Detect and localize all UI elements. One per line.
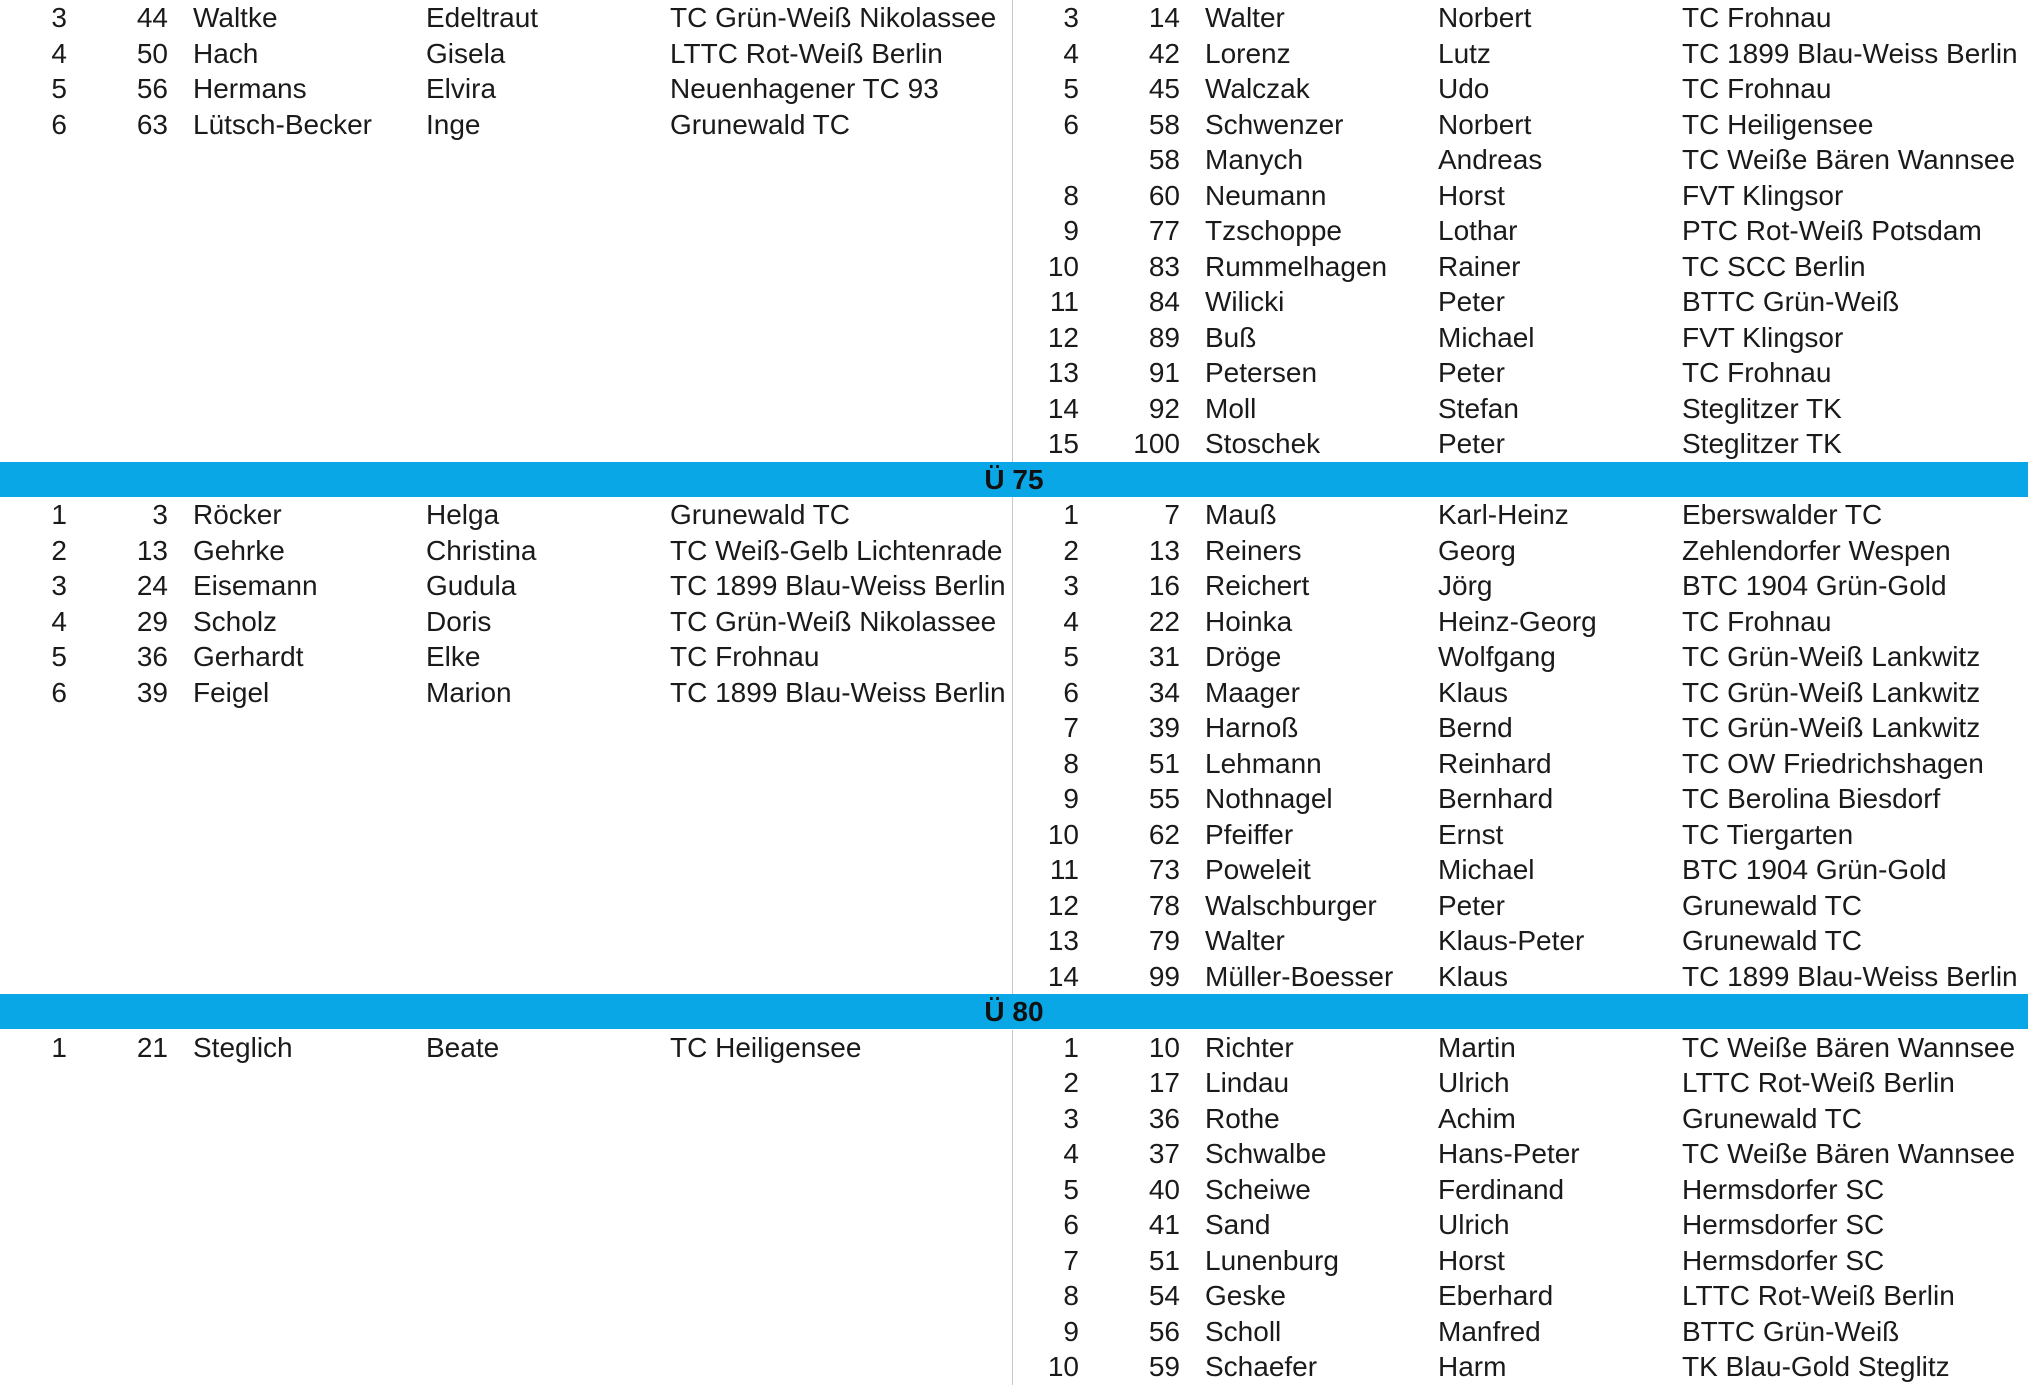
age-group-header: Ü 75: [0, 462, 2028, 497]
ranking-points-cell: 60: [1148, 179, 1180, 211]
rank-cell: 3: [1063, 1102, 1079, 1134]
first-name-cell: Norbert: [1438, 108, 1532, 140]
club-cell: TC Frohnau: [1682, 357, 1832, 388]
first-name-cell: Elke: [426, 641, 481, 672]
ranking-points-cell: 22: [1148, 605, 1180, 637]
right-table-row: [0, 71, 2028, 106]
right-table-row: [0, 391, 2028, 426]
first-name-cell: Gisela: [426, 37, 506, 69]
rank-cell: 10: [1047, 250, 1079, 282]
ranking-points-cell: 3: [152, 499, 168, 530]
first-name-cell: Ernst: [1438, 818, 1504, 850]
ranking-points-cell: 84: [1148, 286, 1180, 317]
first-name-cell: Rainer: [1438, 250, 1521, 282]
right-table-row: [0, 639, 2028, 674]
club-cell: Grunewald TC: [1682, 889, 1863, 921]
last-name-cell: Feigel: [193, 676, 270, 708]
right-table-row: [0, 1314, 2028, 1349]
ranking-points-cell: 24: [136, 570, 168, 601]
rank-cell: 6: [1063, 676, 1079, 708]
last-name-cell: Manych: [1205, 144, 1304, 175]
ranking-points-cell: 56: [136, 73, 168, 104]
right-table-row: [0, 568, 2028, 603]
rank-cell: 6: [1063, 1209, 1079, 1240]
club-cell: TC Grün-Weiß Lankwitz: [1682, 641, 1981, 672]
last-name-cell: Geske: [1205, 1280, 1286, 1311]
last-name-cell: Schaefer: [1205, 1351, 1318, 1382]
club-cell: TC Grün-Weiß Lankwitz: [1682, 712, 1981, 743]
last-name-cell: Sand: [1205, 1209, 1271, 1240]
first-name-cell: Ulrich: [1438, 1067, 1510, 1098]
ranking-points-cell: 14: [1148, 2, 1180, 33]
rank-cell: 2: [51, 534, 67, 566]
ranking-points-cell: 41: [1148, 1209, 1180, 1240]
right-table-row: [0, 852, 2028, 887]
ranking-points-cell: 56: [1148, 1315, 1180, 1347]
first-name-cell: Peter: [1438, 889, 1505, 921]
last-name-cell: Reichert: [1205, 570, 1310, 601]
last-name-cell: Nothnagel: [1205, 783, 1333, 814]
right-table-row: [0, 1065, 2028, 1100]
ranking-points-cell: 73: [1148, 854, 1180, 885]
right-table-row: [0, 1172, 2028, 1207]
first-name-cell: Heinz-Georg: [1438, 605, 1597, 637]
club-cell: TC Heiligensee: [670, 1031, 862, 1063]
first-name-cell: Beate: [426, 1031, 500, 1063]
first-name-cell: Reinhard: [1438, 747, 1552, 779]
first-name-cell: Harm: [1438, 1351, 1507, 1382]
last-name-cell: Scholl: [1205, 1315, 1282, 1347]
ranking-points-cell: 29: [136, 605, 168, 637]
club-cell: TC 1899 Blau-Weiss Berlin: [1682, 960, 2018, 992]
club-cell: TC SCC Berlin: [1682, 250, 1866, 282]
right-table-row: [0, 923, 2028, 958]
first-name-cell: Christina: [426, 534, 537, 566]
first-name-cell: Horst: [1438, 1244, 1505, 1276]
last-name-cell: Lehmann: [1205, 747, 1322, 779]
ranking-points-cell: 7: [1164, 499, 1180, 530]
last-name-cell: Scholz: [193, 605, 278, 637]
last-name-cell: Hach: [193, 37, 259, 69]
club-cell: TC Berolina Biesdorf: [1682, 783, 1941, 814]
last-name-cell: Neumann: [1205, 179, 1327, 211]
rank-cell: 5: [51, 641, 67, 672]
first-name-cell: Andreas: [1438, 144, 1543, 175]
right-table-row: [0, 213, 2028, 248]
ranking-points-cell: 34: [1148, 676, 1180, 708]
last-name-cell: Harnoß: [1205, 712, 1299, 743]
rank-cell: 7: [1063, 1244, 1079, 1276]
club-cell: Grunewald TC: [670, 108, 851, 140]
club-cell: TC Weiß-Gelb Lichtenrade: [670, 534, 1003, 566]
club-cell: BTTC Grün-Weiß: [1682, 1315, 1900, 1347]
club-cell: TC 1899 Blau-Weiss Berlin: [670, 570, 1006, 601]
club-cell: LTTC Rot-Weiß Berlin: [1682, 1280, 1955, 1311]
club-cell: TC Frohnau: [1682, 605, 1832, 637]
last-name-cell: Pfeiffer: [1205, 818, 1294, 850]
club-cell: Grunewald TC: [1682, 925, 1863, 956]
club-cell: Neuenhagener TC 93: [670, 73, 939, 104]
last-name-cell: Rothe: [1205, 1102, 1280, 1134]
ranking-points-cell: 54: [1148, 1280, 1180, 1311]
club-cell: TC Weiße Bären Wannsee: [1682, 1138, 2016, 1169]
ranking-points-cell: 39: [1148, 712, 1180, 743]
right-table-row: [0, 178, 2028, 213]
right-table-row: [0, 1243, 2028, 1278]
rank-cell: 11: [1049, 854, 1079, 885]
rank-cell: 6: [51, 676, 67, 708]
rank-cell: 14: [1047, 960, 1079, 992]
club-cell: TC Grün-Weiß Nikolassee: [670, 605, 997, 637]
first-name-cell: Lutz: [1438, 37, 1491, 69]
last-name-cell: Waltke: [193, 2, 278, 33]
first-name-cell: Ulrich: [1438, 1209, 1510, 1240]
ranking-points-cell: 55: [1148, 783, 1180, 814]
ranking-points-cell: 59: [1148, 1351, 1180, 1382]
first-name-cell: Bernd: [1438, 712, 1513, 743]
right-table-row: [0, 888, 2028, 923]
last-name-cell: Walczak: [1205, 73, 1310, 104]
right-table-row: [0, 426, 2028, 461]
club-cell: TC Heiligensee: [1682, 108, 1874, 140]
ranking-points-cell: 17: [1148, 1067, 1180, 1098]
club-cell: BTC 1904 Grün-Gold: [1682, 570, 1947, 601]
right-table-row: [0, 36, 2028, 71]
rank-cell: 8: [1063, 747, 1079, 779]
rank-cell: 6: [1063, 108, 1079, 140]
rank-cell: 9: [1063, 783, 1079, 814]
ranking-points-cell: 78: [1148, 889, 1180, 921]
ranking-points-cell: 51: [1148, 1244, 1180, 1276]
first-name-cell: Stefan: [1438, 392, 1519, 424]
right-table-row: [0, 284, 2028, 319]
ranking-points-cell: 99: [1148, 960, 1180, 992]
last-name-cell: Stoschek: [1205, 428, 1321, 459]
rank-cell: 10: [1047, 818, 1079, 850]
last-name-cell: Gehrke: [193, 534, 285, 566]
right-table-row: [0, 817, 2028, 852]
ranking-points-cell: 51: [1148, 747, 1180, 779]
club-cell: Grunewald TC: [1682, 1102, 1863, 1134]
right-table-row: [0, 249, 2028, 284]
ranking-points-cell: 36: [1148, 1102, 1180, 1134]
club-cell: TC Frohnau: [1682, 2, 1832, 33]
first-name-cell: Karl-Heinz: [1438, 499, 1569, 530]
first-name-cell: Elvira: [426, 73, 497, 104]
right-table-row: [0, 781, 2028, 816]
rank-cell: 12: [1047, 889, 1079, 921]
first-name-cell: Inge: [426, 108, 481, 140]
rank-cell: 3: [51, 2, 67, 33]
rank-cell: 5: [1063, 641, 1079, 672]
last-name-cell: Schwalbe: [1205, 1138, 1327, 1169]
first-name-cell: Hans-Peter: [1438, 1138, 1580, 1169]
first-name-cell: Klaus: [1438, 960, 1509, 992]
first-name-cell: Peter: [1438, 428, 1505, 459]
club-cell: Grunewald TC: [670, 499, 851, 530]
rank-cell: 3: [51, 570, 67, 601]
last-name-cell: Lütsch-Becker: [193, 108, 372, 140]
last-name-cell: Maager: [1205, 676, 1300, 708]
rank-cell: 14: [1047, 392, 1079, 424]
last-name-cell: Gerhardt: [193, 641, 304, 672]
club-cell: LTTC Rot-Weiß Berlin: [670, 37, 943, 69]
first-name-cell: Horst: [1438, 179, 1505, 211]
first-name-cell: Gudula: [426, 570, 517, 601]
rank-cell: 5: [1063, 73, 1079, 104]
last-name-cell: Rummelhagen: [1205, 250, 1388, 282]
ranking-points-cell: 92: [1148, 392, 1180, 424]
first-name-cell: Bernhard: [1438, 783, 1554, 814]
last-name-cell: Reiners: [1205, 534, 1302, 566]
club-cell: TC OW Friedrichshagen: [1682, 747, 1984, 779]
rank-cell: 11: [1049, 286, 1079, 317]
club-cell: TC 1899 Blau-Weiss Berlin: [670, 676, 1006, 708]
rank-cell: 1: [51, 499, 67, 530]
first-name-cell: Klaus-Peter: [1438, 925, 1585, 956]
ranking-points-cell: 45: [1148, 73, 1180, 104]
rank-cell: 5: [1063, 1173, 1079, 1205]
first-name-cell: Georg: [1438, 534, 1516, 566]
club-cell: PTC Rot-Weiß Potsdam: [1682, 215, 1982, 246]
club-cell: Steglitzer TK: [1682, 392, 1842, 424]
club-cell: TC 1899 Blau-Weiss Berlin: [1682, 37, 2018, 69]
rank-cell: 4: [51, 605, 67, 637]
ranking-points-cell: 62: [1148, 818, 1180, 850]
club-cell: Steglitzer TK: [1682, 428, 1842, 459]
first-name-cell: Wolfgang: [1438, 641, 1556, 672]
rank-cell: 15: [1047, 428, 1079, 459]
ranking-points-cell: 13: [136, 534, 168, 566]
right-table-row: [0, 0, 2028, 35]
rank-cell: 2: [1063, 1067, 1079, 1098]
ranking-points-cell: 36: [136, 641, 168, 672]
club-cell: TC Frohnau: [1682, 73, 1832, 104]
ranking-points-cell: 44: [136, 2, 168, 33]
last-name-cell: Hoinka: [1205, 605, 1293, 637]
rank-cell: 10: [1047, 1351, 1079, 1382]
ranking-points-cell: 16: [1148, 570, 1180, 601]
first-name-cell: Doris: [426, 605, 492, 637]
last-name-cell: Tzschoppe: [1205, 215, 1342, 246]
right-table-row: [0, 320, 2028, 355]
last-name-cell: Buß: [1205, 321, 1257, 353]
last-name-cell: Schwenzer: [1205, 108, 1344, 140]
rank-cell: 1: [1063, 1031, 1079, 1063]
last-name-cell: Walschburger: [1205, 889, 1377, 921]
rank-cell: 12: [1047, 321, 1079, 353]
club-cell: FVT Klingsor: [1682, 321, 1844, 353]
club-cell: TC Grün-Weiß Lankwitz: [1682, 676, 1981, 708]
last-name-cell: Scheiwe: [1205, 1173, 1311, 1205]
rank-cell: 9: [1063, 215, 1079, 246]
ranking-points-cell: 42: [1148, 37, 1180, 69]
ranking-points-cell: 37: [1148, 1138, 1180, 1169]
ranking-points-cell: 40: [1148, 1173, 1180, 1205]
ranking-points-cell: 89: [1148, 321, 1180, 353]
rank-cell: 9: [1063, 1315, 1079, 1347]
last-name-cell: Steglich: [193, 1031, 293, 1063]
rank-cell: 4: [1063, 37, 1079, 69]
last-name-cell: Lunenburg: [1205, 1244, 1339, 1276]
ranking-points-cell: 58: [1148, 144, 1180, 175]
right-table-row: [0, 533, 2028, 568]
ranking-points-cell: 21: [136, 1031, 168, 1063]
club-cell: Hermsdorfer SC: [1682, 1173, 1885, 1205]
last-name-cell: Walter: [1205, 2, 1285, 33]
ranking-points-cell: 63: [136, 108, 168, 140]
ranking-points-cell: 58: [1148, 108, 1180, 140]
club-cell: TC Grün-Weiß Nikolassee: [670, 2, 997, 33]
rank-cell: 8: [1063, 179, 1079, 211]
club-cell: BTTC Grün-Weiß: [1682, 286, 1900, 317]
age-group-header: Ü 80: [0, 994, 2028, 1029]
rank-cell: 13: [1047, 925, 1079, 956]
club-cell: TK Blau-Gold Steglitz: [1682, 1351, 1950, 1382]
club-cell: FVT Klingsor: [1682, 179, 1844, 211]
rank-cell: 3: [1063, 570, 1079, 601]
right-table-row: [0, 675, 2028, 710]
rank-cell: 4: [1063, 1138, 1079, 1169]
first-name-cell: Michael: [1438, 854, 1535, 885]
right-table-row: [0, 142, 2028, 177]
ranking-points-cell: 13: [1148, 534, 1180, 566]
first-name-cell: Achim: [1438, 1102, 1516, 1134]
ranking-points-cell: 83: [1148, 250, 1180, 282]
ranking-points-cell: 39: [136, 676, 168, 708]
first-name-cell: Manfred: [1438, 1315, 1541, 1347]
first-name-cell: Jörg: [1438, 570, 1493, 601]
right-table-row: [0, 1136, 2028, 1171]
ranking-points-cell: 91: [1148, 357, 1180, 388]
right-table-row: [0, 1349, 2028, 1384]
last-name-cell: Richter: [1205, 1031, 1294, 1063]
last-name-cell: Poweleit: [1205, 854, 1311, 885]
last-name-cell: Moll: [1205, 392, 1257, 424]
club-cell: BTC 1904 Grün-Gold: [1682, 854, 1947, 885]
last-name-cell: Eisemann: [193, 570, 318, 601]
last-name-cell: Mauß: [1205, 499, 1277, 530]
first-name-cell: Martin: [1438, 1031, 1516, 1063]
right-table-row: [0, 710, 2028, 745]
rank-cell: 1: [51, 1031, 67, 1063]
rank-cell: 8: [1063, 1280, 1079, 1311]
first-name-cell: Lothar: [1438, 215, 1518, 246]
ranking-points-cell: 10: [1148, 1031, 1180, 1063]
club-cell: TC Tiergarten: [1682, 818, 1854, 850]
rank-cell: 4: [51, 37, 67, 69]
last-name-cell: Walter: [1205, 925, 1285, 956]
rank-cell: 2: [1063, 534, 1079, 566]
last-name-cell: Lorenz: [1205, 37, 1291, 69]
last-name-cell: Dröge: [1205, 641, 1282, 672]
last-name-cell: Petersen: [1205, 357, 1318, 388]
right-table-row: [0, 1101, 2028, 1136]
first-name-cell: Marion: [426, 676, 512, 708]
club-cell: Hermsdorfer SC: [1682, 1209, 1885, 1240]
last-name-cell: Hermans: [193, 73, 307, 104]
rank-cell: 6: [51, 108, 67, 140]
first-name-cell: Helga: [426, 499, 500, 530]
ranking-points-cell: 79: [1148, 925, 1180, 956]
right-table-row: [0, 355, 2028, 390]
first-name-cell: Ferdinand: [1438, 1173, 1565, 1205]
rank-cell: 7: [1063, 712, 1079, 743]
first-name-cell: Peter: [1438, 286, 1505, 317]
first-name-cell: Klaus: [1438, 676, 1509, 708]
rank-cell: 4: [1063, 605, 1079, 637]
last-name-cell: Lindau: [1205, 1067, 1290, 1098]
club-cell: Eberswalder TC: [1682, 499, 1883, 530]
first-name-cell: Norbert: [1438, 2, 1532, 33]
first-name-cell: Edeltraut: [426, 2, 539, 33]
ranking-points-cell: 50: [136, 37, 168, 69]
right-table-row: [0, 1207, 2028, 1242]
club-cell: LTTC Rot-Weiß Berlin: [1682, 1067, 1955, 1098]
club-cell: TC Weiße Bären Wannsee: [1682, 144, 2016, 175]
ranking-points-cell: 100: [1133, 428, 1180, 459]
club-cell: Hermsdorfer SC: [1682, 1244, 1885, 1276]
right-table-row: [0, 746, 2028, 781]
right-table-row: [0, 1278, 2028, 1313]
right-table-row: [0, 604, 2028, 639]
first-name-cell: Michael: [1438, 321, 1535, 353]
ranking-points-cell: 31: [1148, 641, 1180, 672]
rank-cell: 13: [1047, 357, 1079, 388]
right-table-row: [0, 1030, 2028, 1065]
last-name-cell: Wilicki: [1205, 286, 1285, 317]
last-name-cell: Röcker: [193, 499, 282, 530]
club-cell: TC Weiße Bären Wannsee: [1682, 1031, 2016, 1063]
rank-cell: 1: [1063, 499, 1079, 530]
club-cell: Zehlendorfer Wespen: [1682, 534, 1951, 566]
last-name-cell: Müller-Boesser: [1205, 960, 1394, 992]
rank-cell: 3: [1063, 2, 1079, 33]
right-table-row: [0, 497, 2028, 532]
rank-cell: 5: [51, 73, 67, 104]
right-table-row: [0, 107, 2028, 142]
first-name-cell: Udo: [1438, 73, 1490, 104]
right-table-row: [0, 959, 2028, 994]
first-name-cell: Eberhard: [1438, 1280, 1554, 1311]
ranking-points-cell: 77: [1148, 215, 1180, 246]
first-name-cell: Peter: [1438, 357, 1505, 388]
club-cell: TC Frohnau: [670, 641, 820, 672]
